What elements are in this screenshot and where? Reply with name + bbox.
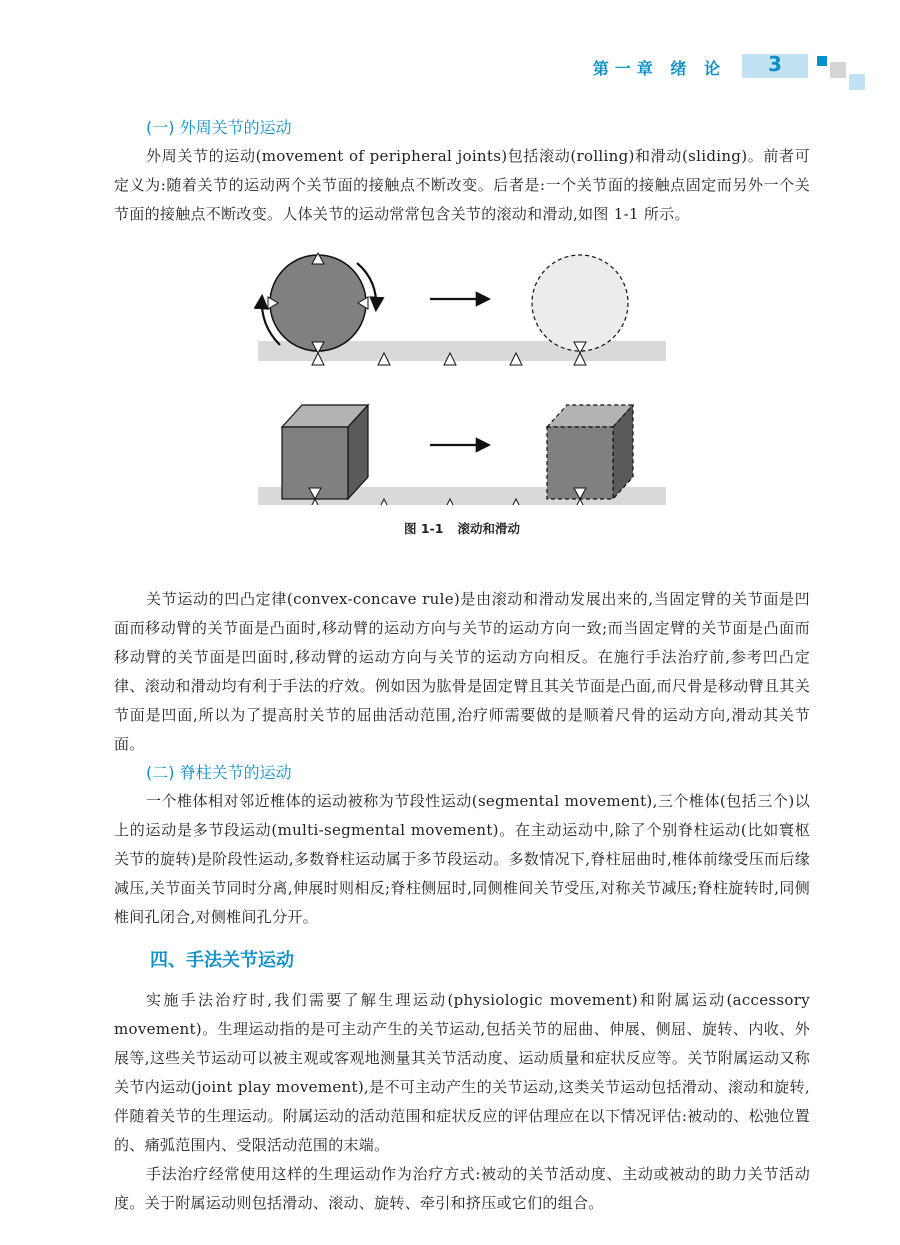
figure-caption-number: 图 1-1 (404, 521, 444, 536)
paragraph-spinal: 一个椎体相对邻近椎体的运动被称为节段性运动(segmental movement),三个椎体(包括三个)以上的运动是多节段运动(multi-segmental movement)。在主动运动中,除了个别脊柱运动(比如寰枢关节的旋转)是阶段性运动,多数脊柱运动属于多节段运动。多数情况下,脊柱屈曲时,椎体前缘受压而后缘减压,关节面关节同时分离,伸展时则相反;脊柱侧屈时,同侧椎间关节受压,对称关节减压;脊柱旋转时,同侧椎间孔闭合,对侧椎间孔分开。 (114, 792, 810, 926)
header-decoration-square (830, 62, 846, 78)
chapter-title: 第一章 绪 论 (592, 59, 726, 78)
paragraph-manual-2: 手法治疗经常使用这样的生理运动作为治疗方式:被动的关节活动度、主动或被动的助力关节活动度。关于附属运动则包括滑动、滚动、旋转、牵引和挤压或它们的组合。 (114, 1165, 810, 1212)
subsection-heading-peripheral: (一) 外周关节的运动 (146, 118, 292, 137)
header-decoration-square (849, 74, 865, 90)
paragraph-convex-concave: 关节运动的凹凸定律(convex-concave rule)是由滚动和滑动发展出来的,当固定臂的关节面是凹面而移动臂的关节面是凸面时,移动臂的运动方向与关节的运动方向一致;而当固定臂的关节面是凸面而移动臂的关节面是凹面时,移动臂的运动方向与关节的运动方向相反。在施行手法治疗前,参考凹凸定律、滚动和滑动均有利于手法的疗效。例如因为肱骨是固定臂且其关节面是凸面,而尺骨是移动臂且其关节面是凹面,所以为了提高肘关节的屈曲活动范围,治疗师需要做的是顺着尺骨的运动方向,滑动其关节面。 (114, 590, 810, 753)
rolling-sliding-diagram (254, 245, 674, 505)
ball-dashed (532, 255, 628, 351)
paragraph-manual-1: 实施手法治疗时,我们需要了解生理运动(physiologic movement)和附属运动(accessory movement)。生理运动指的是可主动产生的关节运动,包括关节的屈曲、伸展、侧屈、旋转、内收、外展等,这些关节运动可以被主观或客观地测量其关节活动度、运动质量和症状反应等。关节附属运动又称关节内运动(joint play movement),是不可主动产生的关节运动,这类关节运动包括滑动、滚动和旋转,伴随着关节的生理运动。附属运动的活动范围和症状反应的评估理应在以下情况评估:被动的、松弛位置的、痛弧范围内、受限活动范围的末端。 (114, 991, 810, 1154)
figure-caption (114, 519, 810, 537)
ball-solid (270, 255, 366, 351)
figure-caption-title: 滚动和滑动 (457, 521, 520, 536)
figure-rolling-sliding (114, 229, 810, 585)
cube-dashed (547, 405, 633, 499)
cube-solid (282, 405, 368, 499)
header-decoration-square (817, 56, 827, 66)
paragraph-peripheral: 外周关节的运动(movement of peripheral joints)包括滚动(rolling)和滑动(sliding)。前者可定义为:随着关节的运动两个关节面的接触点不断改变。后者是:一个关节面的接触点固定而另外一个关节面的接触点不断改变。人体关节的运动常常包含关节的滚动和滑动,如图 1-1 所示。 (114, 147, 810, 223)
page-content (114, 114, 810, 1218)
page-number: 3 (768, 52, 782, 76)
section-heading-manual: 四、手法关节运动 (150, 950, 294, 971)
subsection-heading-spinal: (二) 脊柱关节的运动 (146, 763, 292, 782)
